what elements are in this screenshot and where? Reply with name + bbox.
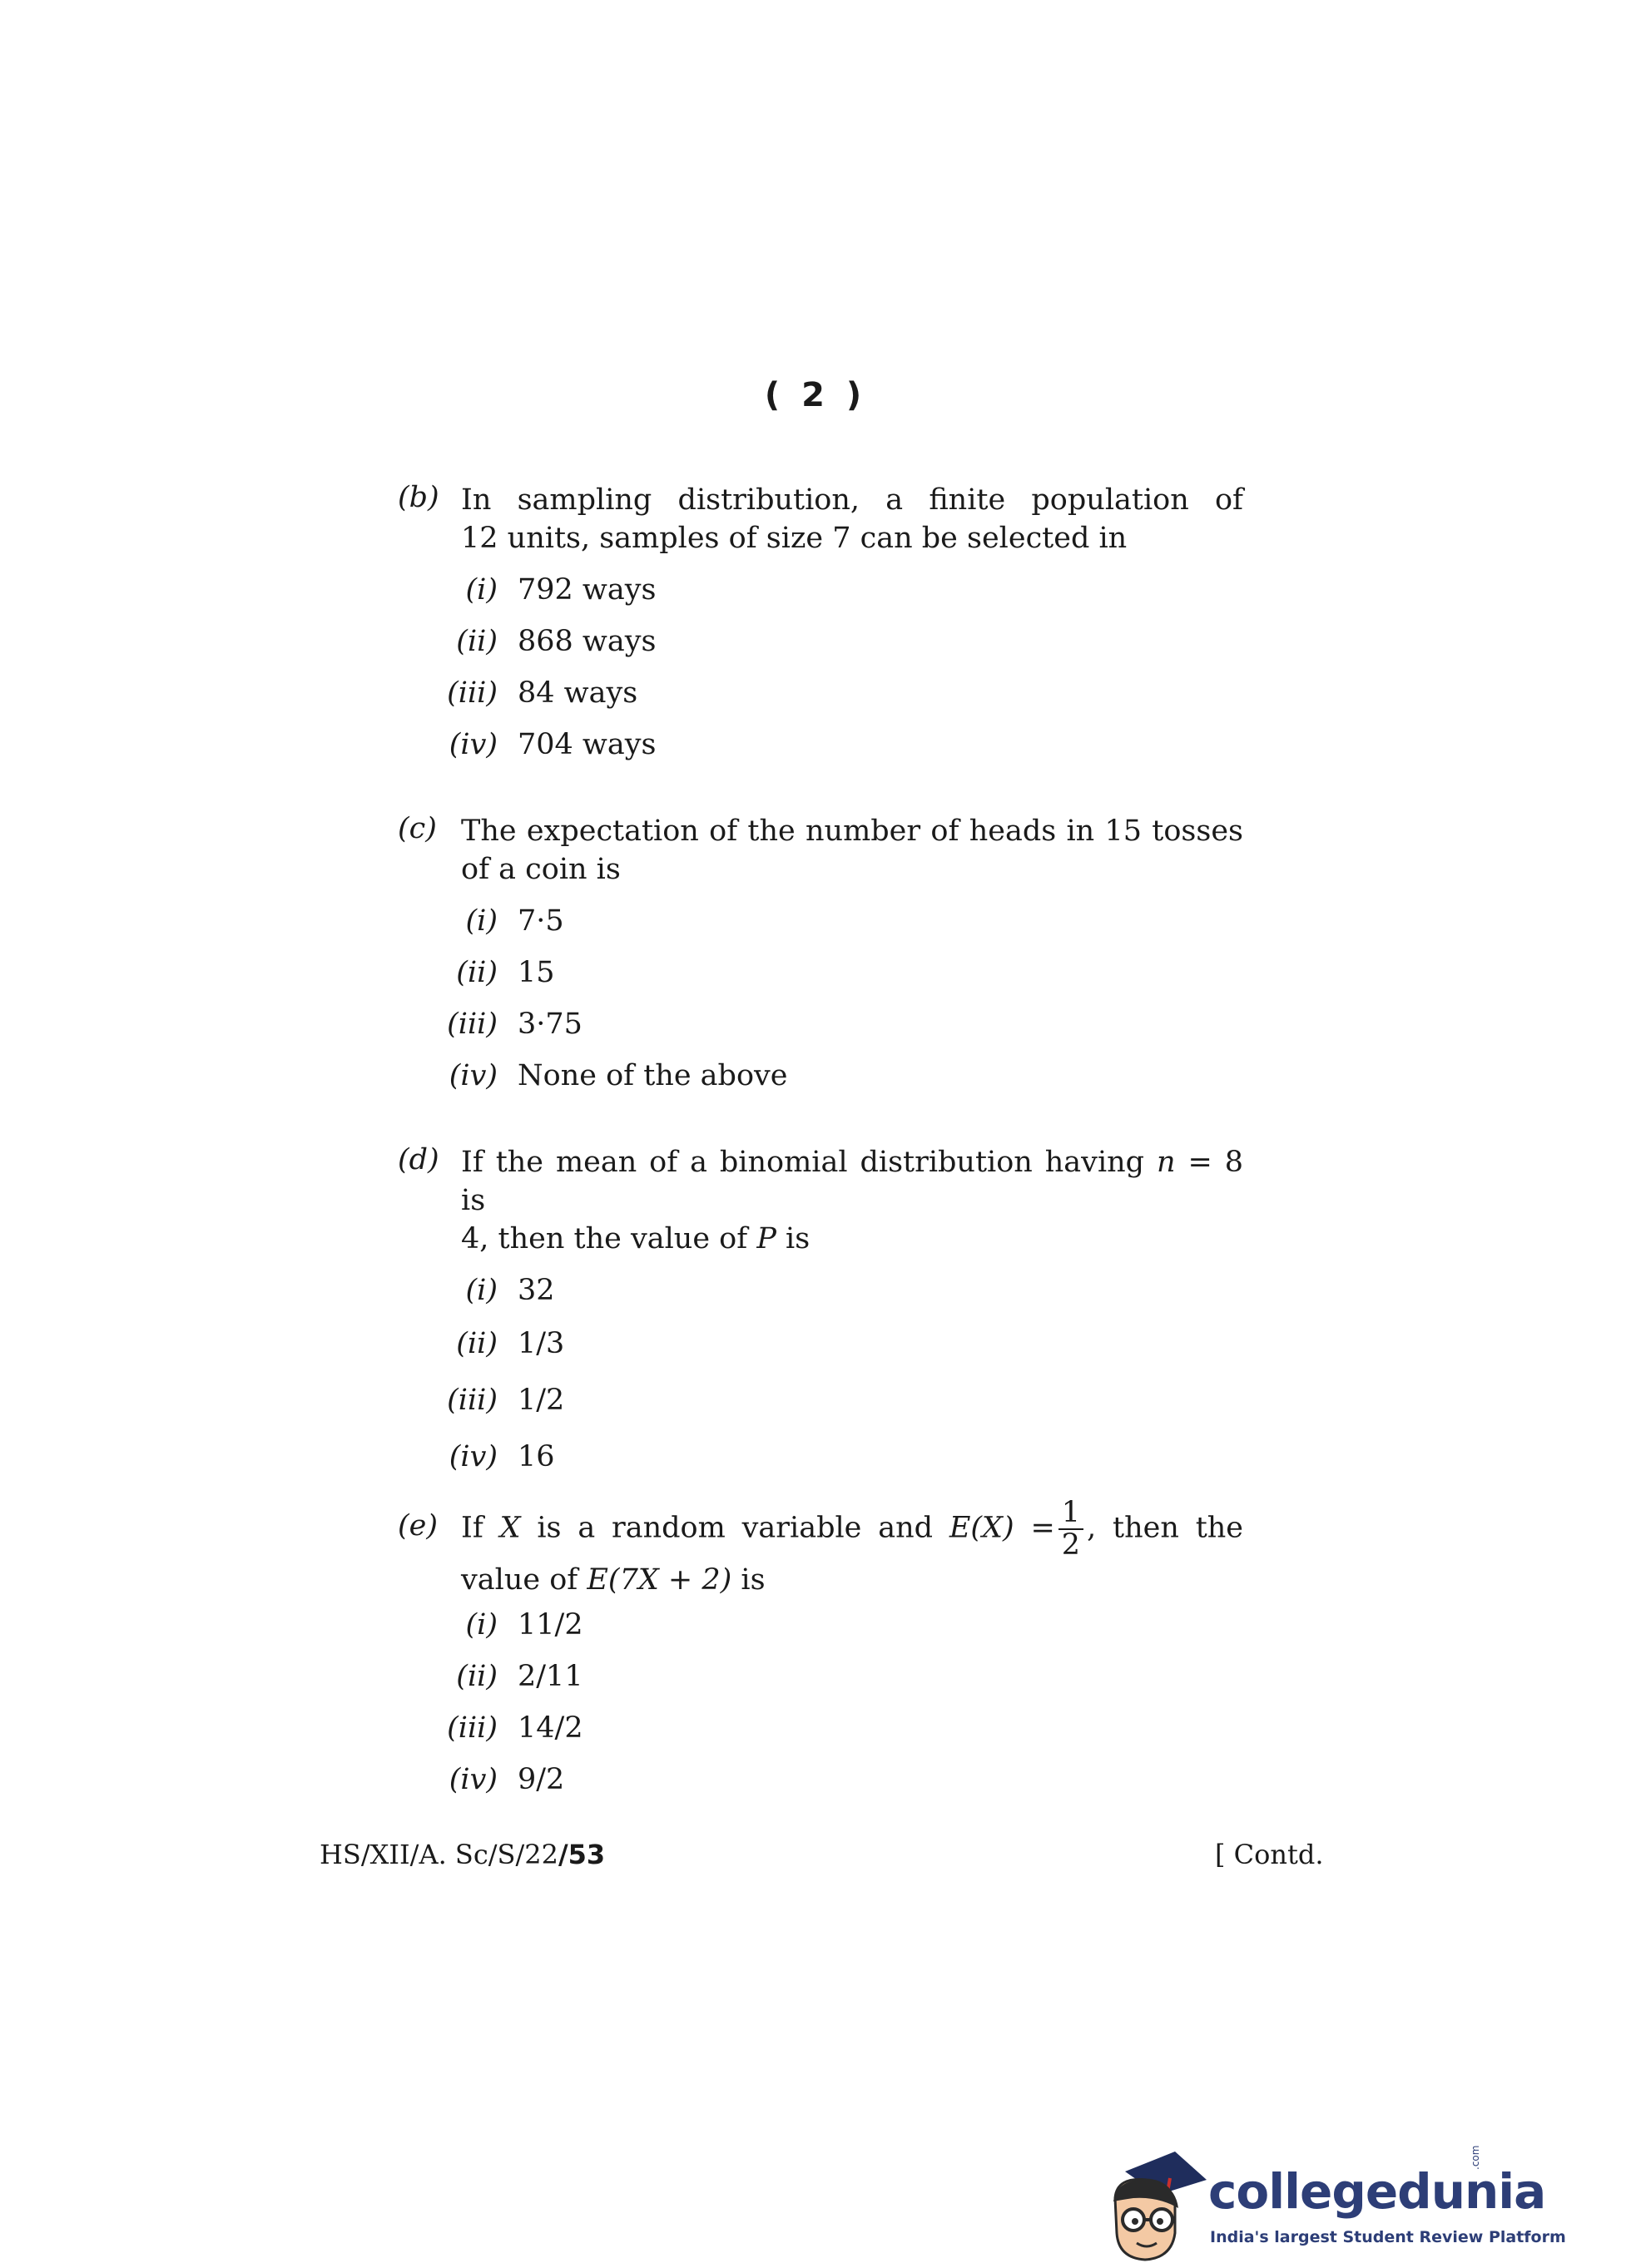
option-i[interactable]: [398, 902, 1243, 953]
contd-label: [ Contd.: [1215, 1839, 1324, 1870]
option-label: (i): [465, 1607, 498, 1642]
question-stem: [461, 481, 1243, 557]
expectation-expr: E(7X + 2): [587, 1562, 732, 1597]
page-number: ( 2 ): [764, 376, 867, 414]
question-label: (e): [398, 1509, 439, 1543]
option-iv[interactable]: [398, 725, 1243, 777]
question-label: (d): [398, 1143, 439, 1176]
stem-line: 12 units, samples of size 7 can be selected in: [461, 522, 1128, 555]
question-label: (b): [398, 481, 439, 514]
stem-text: If: [461, 1511, 500, 1545]
option-text: 16: [518, 1440, 555, 1473]
question-d: [398, 1143, 1243, 1489]
option-label: (ii): [456, 625, 498, 658]
option-text: 15: [518, 956, 555, 989]
option-label: (iv): [449, 1440, 498, 1473]
option-iv[interactable]: [398, 1057, 1243, 1108]
option-iii[interactable]: [398, 1709, 1243, 1760]
option-label: (iv): [449, 728, 498, 761]
option-label: (iii): [447, 1711, 498, 1745]
option-label: (iii): [447, 1008, 498, 1041]
question-stem: [461, 812, 1243, 889]
option-label: (ii): [456, 956, 498, 989]
option-text: 704 ways: [518, 728, 657, 761]
option-ii[interactable]: [398, 622, 1243, 674]
option-iii[interactable]: [398, 1381, 1243, 1438]
option-label: (iii): [447, 676, 498, 710]
question-e: [398, 1498, 1243, 1812]
option-text: 32: [518, 1274, 555, 1307]
stem-text: 4, then the value of: [461, 1222, 757, 1255]
option-text: 14/2: [518, 1711, 583, 1745]
question-b: [398, 481, 1243, 777]
option-text: 3·75: [518, 1008, 582, 1041]
logo-suffix: .com: [1470, 2145, 1481, 2170]
stem-text: = 8 is: [461, 1146, 1243, 1217]
stem-text: is a random variable and: [520, 1511, 949, 1545]
logo-wordmark: collegedunia: [1208, 2163, 1546, 2220]
option-ii[interactable]: [398, 953, 1243, 1005]
option-text: None of the above: [518, 1059, 788, 1092]
option-i[interactable]: [398, 571, 1243, 622]
stem-text: If the mean of a binomial distribution having: [461, 1146, 1157, 1179]
option-text: 9/2: [518, 1762, 565, 1796]
stem-line: The expectation of the number of heads in 15 tosses: [461, 815, 1243, 848]
stem-line: In sampling distribution, a finite population of: [461, 483, 1243, 517]
option-label: (i): [465, 573, 498, 607]
student-mascot-icon: [1100, 2147, 1208, 2268]
option-text: 868 ways: [518, 625, 657, 658]
options-list: [398, 1271, 1243, 1489]
stem-text: value of: [461, 1562, 587, 1597]
option-label: (ii): [456, 1327, 498, 1360]
option-text: 84 ways: [518, 676, 638, 710]
option-iii[interactable]: [398, 674, 1243, 725]
stem-line: [461, 1220, 1243, 1258]
stem-text: is: [731, 1562, 766, 1597]
option-label: (iii): [447, 1384, 498, 1417]
stem-text: , then the: [1087, 1511, 1244, 1545]
option-iv[interactable]: [398, 1760, 1243, 1812]
option-text: 2/11: [518, 1659, 583, 1693]
question-stem: [461, 1143, 1243, 1258]
variable-x: X: [499, 1511, 521, 1545]
stem-line: [461, 1561, 1243, 1599]
stem-line: [461, 1498, 1243, 1561]
option-ii[interactable]: [398, 1325, 1243, 1381]
option-text: 11/2: [518, 1607, 583, 1642]
paper-code-number: /53: [558, 1839, 606, 1870]
option-iv[interactable]: [398, 1438, 1243, 1489]
collegedunia-logo[interactable]: [1100, 2145, 1566, 2268]
options-list: [398, 1606, 1243, 1812]
variable-n: n: [1157, 1146, 1176, 1179]
option-text: 792 ways: [518, 573, 657, 607]
stem-line: [461, 1143, 1243, 1220]
variable-p: P: [756, 1222, 776, 1255]
logo-tagline: India's largest Student Review Platform: [1210, 2228, 1566, 2246]
fraction: [1058, 1498, 1083, 1561]
option-i[interactable]: [398, 1271, 1243, 1325]
stem-text: is: [776, 1222, 811, 1255]
fraction-numerator: 1: [1058, 1498, 1083, 1530]
option-label: (iv): [449, 1059, 498, 1092]
options-list: [398, 571, 1243, 777]
option-i[interactable]: [398, 1606, 1243, 1657]
stem-line: of a coin is: [461, 853, 621, 886]
option-text: 7·5: [518, 904, 564, 938]
question-c: [398, 812, 1243, 1108]
paper-code-prefix: HS/XII/A. Sc/S/22: [320, 1839, 558, 1870]
paper-code: [320, 1839, 605, 1870]
option-label: (i): [465, 904, 498, 938]
option-label: (i): [465, 1274, 498, 1307]
options-list: [398, 902, 1243, 1108]
option-text: 1/3: [518, 1327, 565, 1360]
option-label: (iv): [449, 1762, 498, 1796]
option-text: 1/2: [518, 1384, 565, 1417]
fraction-denominator: 2: [1061, 1528, 1081, 1562]
option-label: (ii): [456, 1659, 498, 1693]
expectation-expr: E(X) =: [949, 1511, 1055, 1545]
question-label: (c): [398, 812, 437, 845]
question-stem: [461, 1498, 1243, 1599]
option-ii[interactable]: [398, 1657, 1243, 1709]
option-iii[interactable]: [398, 1005, 1243, 1057]
